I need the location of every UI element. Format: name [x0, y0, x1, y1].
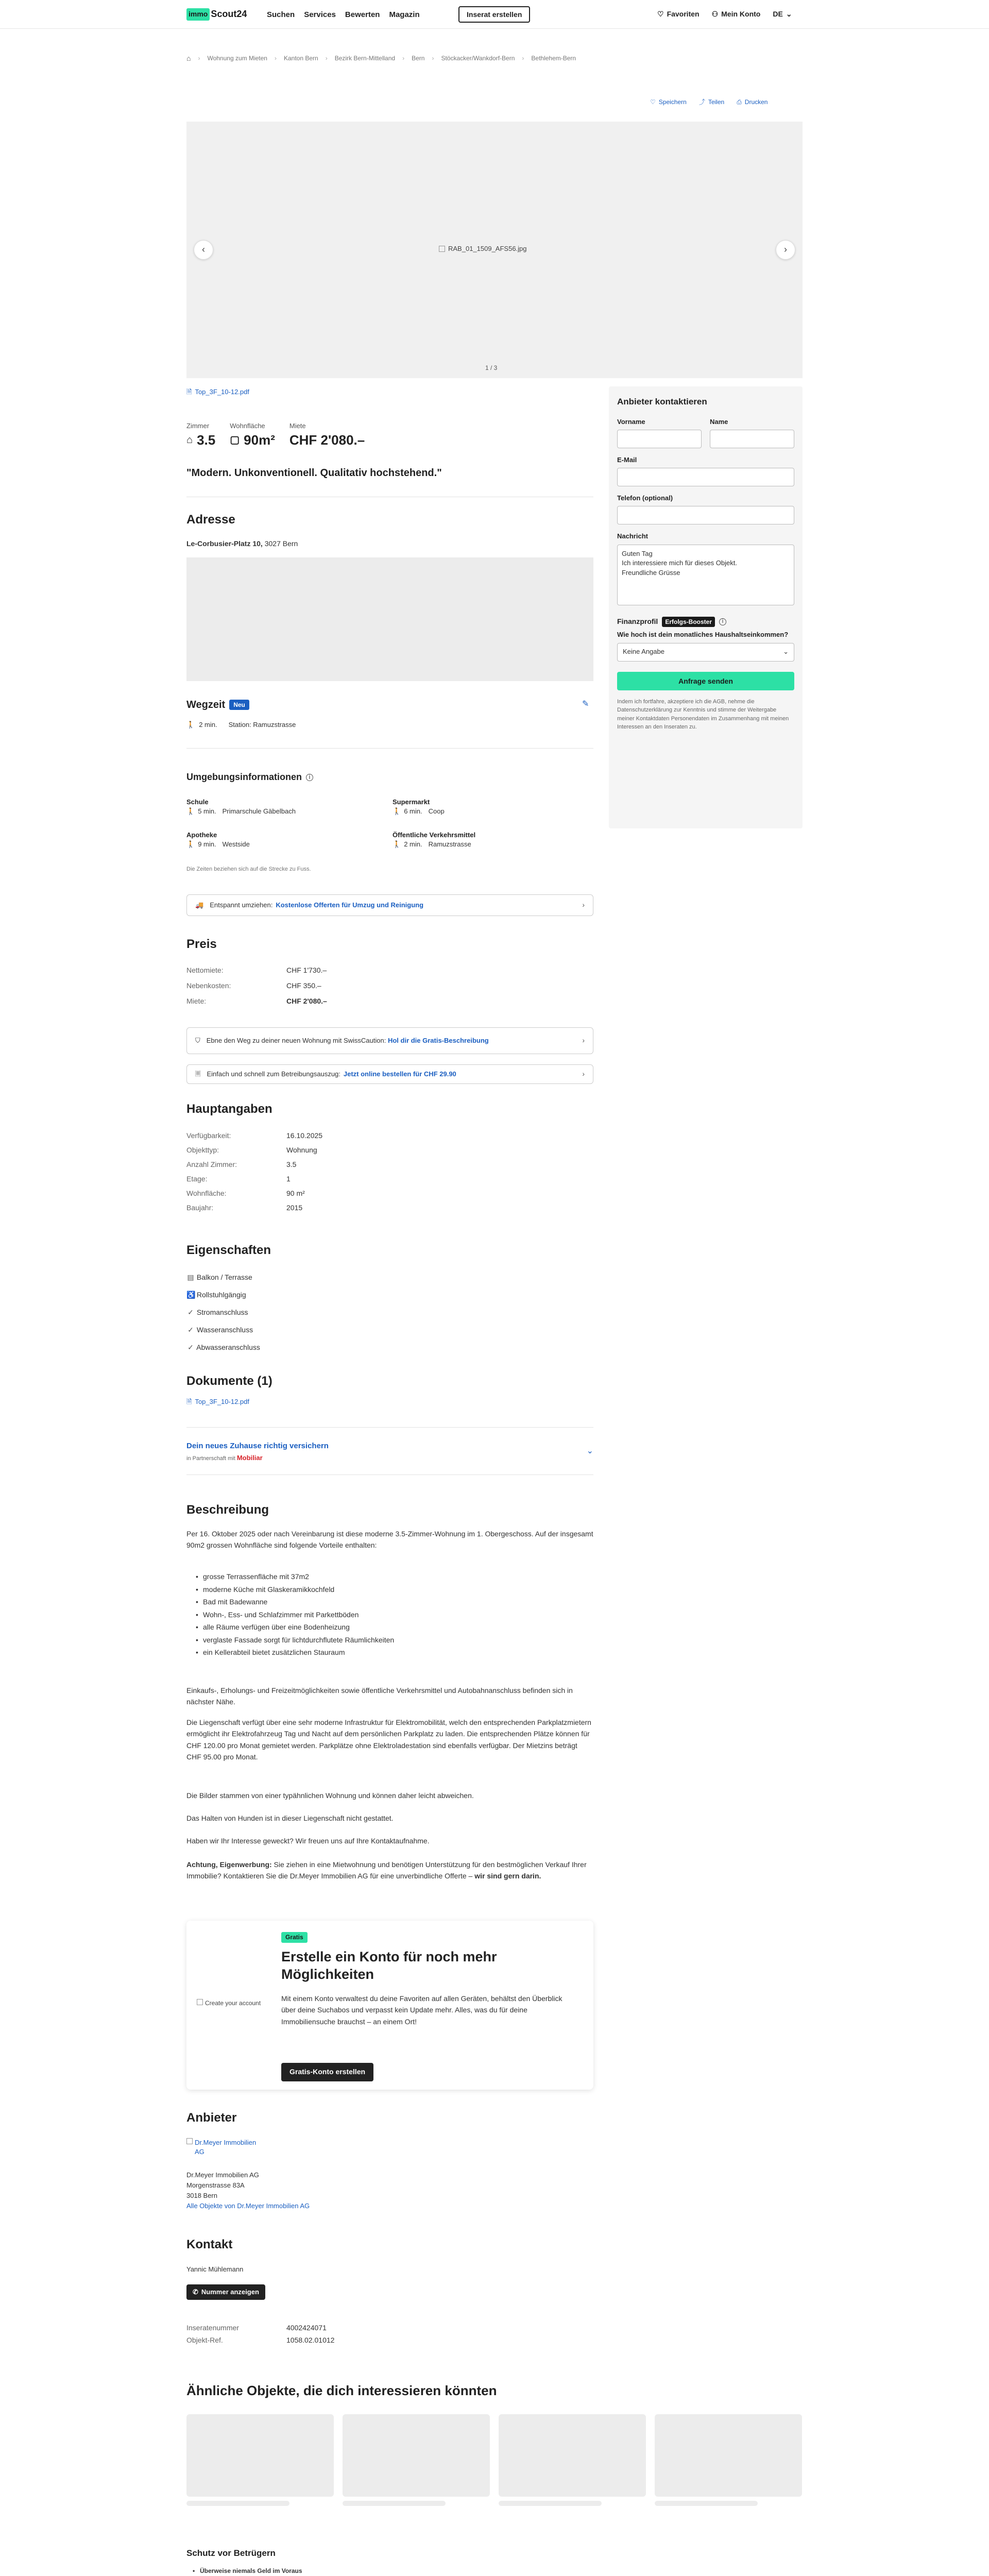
bullet-item: • verglaste Fassade sorgt für lichtdurchflutete Räumlichkeiten — [195, 1634, 586, 1647]
document-item[interactable] — [186, 1397, 249, 1406]
key-facts — [186, 421, 365, 450]
info-value: 16.10.2025 — [286, 1131, 323, 1140]
heart-icon: ♡ — [657, 10, 664, 18]
skeleton-image — [343, 2414, 490, 2497]
info-value: 3.5 — [286, 1160, 297, 1168]
surrounding-category: Schule — [186, 798, 209, 806]
feature-item — [186, 1338, 260, 1356]
nav-services[interactable]: Services — [304, 10, 336, 19]
surrounding-time: 2 min. — [404, 840, 422, 849]
first-name-label: Vorname — [617, 417, 645, 426]
info-key: Baujahr: — [186, 1204, 214, 1212]
language-selector[interactable] — [773, 9, 792, 20]
provider-logo[interactable] — [186, 2138, 264, 2157]
truck-icon: 🚚 — [195, 901, 204, 909]
document-link-label: Top_3F_10-12.pdf — [195, 388, 249, 396]
balcony-icon: ▤ — [187, 1273, 194, 1281]
document-name: Top_3F_10-12.pdf — [195, 1398, 249, 1405]
message-textarea[interactable]: Guten Tag Ich interessiere mich für dieses Objekt. Freundliche Grüsse — [617, 545, 794, 605]
description-paragraph: Haben wir Ihr Interesse geweckt? Wir freuen uns auf Ihre Kontaktaufnahme. — [186, 1837, 430, 1845]
contact-key: Objekt-Ref. — [186, 2336, 223, 2344]
promo-image — [197, 1999, 267, 2008]
finance-title: Finanzprofil — [617, 617, 658, 626]
description-paragraph: Einkaufs-, Erholungs- und Freizeitmöglichkeiten sowie öffentliche Verkehrsmittel und Autobahnanschluss befinden sich in nächster Nähe. — [186, 1686, 573, 1706]
chevron-right-icon: › — [582, 1070, 585, 1078]
gratis-badge: Gratis — [281, 1932, 308, 1943]
feature-label: Abwasseranschluss — [196, 1343, 260, 1351]
contact-row — [186, 2334, 444, 2346]
skeleton-line — [186, 2501, 289, 2506]
main-nav — [267, 9, 420, 20]
description-paragraph: Die Bilder stammen von einer typähnlichen Wohnung und können daher leicht abweichen. — [186, 1791, 474, 1800]
description-paragraph: Das Halten von Hunden ist in dieser Liegenschaft nicht gestattet. — [186, 1814, 394, 1822]
surrounding-time: 5 min. — [198, 807, 216, 816]
separator-icon: › — [522, 55, 524, 62]
contact-title: Kontakt — [186, 2238, 233, 2251]
finance-question: Wie hoch ist dein monatliches Haushaltseinkommen? — [617, 631, 789, 639]
save-label: Speichern — [658, 98, 687, 106]
similar-card-skeleton[interactable] — [655, 2414, 802, 2506]
account-label: Mein Konto — [721, 10, 761, 18]
description-title: Beschreibung — [186, 1503, 269, 1517]
breadcrumb-item[interactable]: Bern — [412, 55, 425, 62]
surrounding-name: Primarschule Gäbelbach — [222, 807, 296, 816]
nav-suchen[interactable]: Suchen — [267, 10, 295, 19]
price-key: Nettomiete: — [186, 966, 224, 974]
debt-text: Einfach und schnell zum Betreibungsauszug: — [207, 1070, 340, 1078]
phone-label: Telefon (optional) — [617, 494, 673, 502]
gallery-counter: 1 / 3 — [485, 364, 498, 371]
divider — [186, 1427, 593, 1428]
promo-title: Erstelle ein Konto für noch mehr Möglichkeiten — [281, 1949, 497, 1982]
info-key: Wohnfläche: — [186, 1189, 227, 1197]
address-street: Le-Corbusier-Platz 10, — [186, 539, 263, 548]
phone-icon: ✆ — [193, 2288, 198, 2296]
breadcrumb-item[interactable]: Bezirk Bern-Mittelland — [334, 55, 396, 62]
walk-icon: 🚶 — [393, 840, 401, 849]
surrounding-item — [186, 831, 393, 849]
surroundings-title: Umgebungsinformationen — [186, 772, 302, 782]
fact-value: 3.5 — [197, 432, 216, 448]
pdf-icon: 🗎 — [186, 388, 192, 396]
surroundings-note: Die Zeiten beziehen sich auf die Strecke zu Fuss. — [186, 866, 311, 872]
surrounding-time: 9 min. — [198, 840, 216, 849]
bullet-item: • grosse Terrassenfläche mit 37m2 — [195, 1570, 586, 1583]
house-icon: ⌂ — [186, 434, 193, 446]
feature-label: Wasseranschluss — [196, 1326, 253, 1334]
favorites-link[interactable] — [657, 9, 700, 20]
phone-input[interactable] — [617, 506, 794, 524]
insert-listing-button[interactable]: Inserat erstellen — [458, 6, 530, 23]
description-paragraph — [186, 1859, 593, 1882]
deposit-link: Hol dir die Gratis-Beschreibung — [387, 1036, 489, 1044]
chevron-right-icon: › — [582, 901, 585, 909]
info-key: Verfügbarkeit: — [186, 1131, 231, 1140]
provider-logo-alt: Dr.Meyer Immobilien AG — [195, 2139, 257, 2156]
fact-area — [230, 421, 275, 450]
info-row — [186, 1172, 593, 1186]
wheelchair-icon: ♿ — [186, 1291, 196, 1299]
surrounding-item — [393, 798, 593, 816]
fact-value: CHF 2'080.– — [289, 432, 365, 448]
price-key: Nebenkosten: — [186, 981, 231, 990]
feature-label: Rollstuhlgängig — [196, 1291, 246, 1299]
legal-text: Indem ich fortfahre, akzeptiere ich die AGB, nehme die Datenschutzerklärung zur Kenntnis und stimme der Weitergabe meiner Kontaktdaten Personendaten im Zusammenhang mit meinen Interessen an den Inseraten zu. — [617, 698, 789, 731]
provider-title: Anbieter — [186, 2111, 237, 2125]
info-value: 1 — [286, 1175, 291, 1183]
description-paragraph: Die Liegenschaft verfügt über eine sehr moderne Infrastruktur für Elektromobilität, welch den entsprechenden Parkplatzmietern ermöglicht ihr Elektrofahrzeug Tag und Nacht auf dem persönlichen Parkplatz zu laden. Die entsprechenden Plätze können für CHF 120.00 pro Monat gemietet werden. Parkplätze ohne Elektroladestation sind ebenfalls verfügbar. Der Mietzins beträgt CHF 95.00 pro Monat. — [186, 1718, 591, 1761]
home-icon[interactable]: ⌂ — [186, 54, 191, 62]
similar-card-skeleton[interactable] — [343, 2414, 490, 2506]
fact-label: Zimmer — [186, 422, 210, 430]
skeleton-line — [499, 2501, 602, 2506]
fact-rooms — [186, 421, 215, 450]
breadcrumb-item[interactable]: Kanton Bern — [283, 55, 318, 62]
walk-icon: 🚶 — [393, 807, 401, 816]
deposit-banner[interactable] — [186, 1027, 593, 1054]
price-row — [186, 978, 593, 993]
bullet-item: • Bad mit Badewanne — [195, 1596, 586, 1608]
similar-listings — [186, 2414, 803, 2507]
document-link[interactable] — [186, 387, 249, 397]
listing-actions — [650, 98, 768, 107]
price-row — [186, 962, 593, 978]
account-link[interactable] — [712, 9, 761, 20]
email-label: E-Mail — [617, 455, 637, 464]
separator-icon: › — [402, 55, 405, 62]
divider — [186, 748, 593, 749]
chevron-down-icon: ⌄ — [586, 1447, 593, 1455]
description-intro: Per 16. Oktober 2025 oder nach Vereinbarung ist diese moderne 3.5-Zimmer-Wohnung im 1. Obergeschoss. Auf der insgesamt 90m2 grossen Wohnfläche sind folgende Vorteile enthalten: — [186, 1530, 593, 1550]
price-value: CHF 2'080.– — [286, 997, 327, 1005]
contact-table — [186, 2321, 444, 2346]
skeleton-image — [655, 2414, 802, 2497]
contact-person: Yannic Mühlemann — [186, 2265, 244, 2273]
info-key: Anzahl Zimmer: — [186, 1160, 237, 1168]
description-bullets — [195, 1570, 586, 1659]
surrounding-name: Ramuzstrasse — [428, 840, 471, 849]
save-button[interactable] — [650, 98, 687, 107]
fraud-list — [192, 2566, 583, 2576]
feature-item — [186, 1286, 260, 1303]
info-value: 2015 — [286, 1204, 303, 1212]
pdf-icon: 🗎 — [186, 1398, 192, 1405]
features-list — [186, 1268, 260, 1356]
breadcrumb — [186, 54, 576, 64]
share-label: Teilen — [708, 98, 725, 106]
share-icon: ⤴ — [698, 98, 705, 106]
feature-item — [186, 1321, 260, 1338]
walk-icon: 🚶 — [186, 721, 195, 728]
insurance-accordion[interactable] — [186, 1440, 593, 1469]
email-input[interactable] — [617, 468, 794, 486]
favorites-label: Favoriten — [667, 10, 700, 18]
skeleton-image — [499, 2414, 646, 2497]
route-info — [186, 720, 296, 730]
price-table — [186, 962, 593, 1009]
document-icon: 🗏 — [195, 1070, 201, 1078]
provider-name: Dr.Meyer Immobilien AG — [186, 2171, 259, 2179]
bullet-item: • moderne Küche mit Glaskeramikkochfeld — [195, 1583, 586, 1596]
form-title: Anbieter kontaktieren — [617, 397, 707, 406]
first-name-input[interactable] — [617, 430, 702, 448]
provider-street: Morgenstrasse 83A — [186, 2181, 245, 2189]
show-number-button[interactable] — [186, 2284, 265, 2300]
route-station: Station: Ramuzstrasse — [228, 721, 296, 728]
bullet-item: • ein Kellerabteil bietet zusätzlichen Stauraum — [195, 1646, 586, 1659]
provider-all-link[interactable]: Alle Objekte von Dr.Meyer Immobilien AG — [186, 2202, 310, 2210]
feature-label: Stromanschluss — [196, 1308, 248, 1316]
logo-text: Scout24 — [211, 9, 247, 20]
image-alt-text: RAB_01_1509_AFS56.jpg — [448, 245, 527, 252]
insurance-sub: in Partnerschaft mit — [186, 1455, 235, 1462]
share-button[interactable] — [699, 98, 724, 107]
fraud-item: • Überweise niemals Geld im Voraus — [192, 2566, 583, 2576]
surroundings-header — [186, 771, 313, 784]
listing-headline: "Modern. Unkonventionell. Qualitativ hochstehend." — [186, 467, 442, 479]
main-info-title: Hauptangaben — [186, 1102, 272, 1116]
logo-box: immo — [186, 8, 210, 21]
banner-text: Entspannt umziehen: — [210, 901, 273, 909]
ad-text: Sie ziehen in eine Mietwohnung und benötigen Unterstützung für den bestmöglichen Verkauf Ihrer Immobilie? Kontaktieren Sie die Dr.Meyer Immobilien AG für eine unverbindliche Offerte – — [186, 1860, 587, 1880]
new-badge: Neu — [229, 700, 249, 710]
price-value: CHF 350.– — [286, 981, 321, 990]
booster-badge: Erfolgs-Booster — [662, 617, 715, 628]
breadcrumb-item[interactable]: Bethlehem-Bern — [531, 55, 576, 62]
separator-icon: › — [432, 55, 434, 62]
chevron-down-icon: ⌄ — [783, 648, 789, 656]
info-row — [186, 1143, 593, 1157]
provider-address — [186, 2170, 310, 2211]
features-title: Eigenschaften — [186, 1243, 271, 1257]
bullet-item: • Wohn-, Ess- und Schlafzimmer mit Parkettböden — [195, 1608, 586, 1621]
contact-value: 1058.02.01012 — [286, 2336, 335, 2344]
edit-icon[interactable]: ✎ — [582, 700, 589, 708]
promo-img-alt: Create your account — [205, 1999, 261, 2007]
breadcrumb-item[interactable]: Stöckacker/Wankdorf-Bern — [441, 55, 515, 62]
moving-banner[interactable] — [186, 894, 593, 916]
print-label: Drucken — [744, 98, 768, 106]
logo[interactable] — [186, 8, 247, 21]
nav-bewerten[interactable]: Bewerten — [345, 10, 380, 19]
address-line — [186, 539, 298, 549]
contact-value: 4002424071 — [286, 2324, 327, 2332]
feature-item — [186, 1268, 260, 1286]
broken-image-icon — [439, 246, 445, 252]
area-icon: ▢ — [230, 434, 240, 446]
check-icon: ✓ — [187, 1343, 194, 1351]
top-header — [0, 0, 989, 29]
surrounding-name: Coop — [428, 807, 445, 816]
info-icon[interactable]: i — [306, 774, 313, 781]
check-icon: ✓ — [187, 1308, 194, 1316]
provider-city: 3018 Bern — [186, 2192, 217, 2199]
fact-label: Miete — [289, 422, 306, 430]
last-name-input[interactable] — [710, 430, 794, 448]
mobiliar-logo: Mobiliar — [236, 1454, 263, 1462]
surrounding-item — [186, 798, 393, 816]
banner-link: Kostenlose Offerten für Umzug und Reinigung — [276, 901, 424, 909]
info-key: Objekttyp: — [186, 1146, 219, 1154]
create-account-button[interactable]: Gratis-Konto erstellen — [281, 2063, 373, 2081]
prev-arrow-icon[interactable]: ‹ — [194, 240, 213, 260]
address-city: 3027 Bern — [264, 539, 298, 548]
bullet-item: • alle Räume verfügen über eine Bodenheizung — [195, 1621, 586, 1634]
info-key: Etage: — [186, 1175, 208, 1183]
chevron-down-icon: ⌄ — [786, 10, 792, 18]
route-time: 2 min. — [199, 721, 217, 728]
heart-icon: ♡ — [650, 98, 656, 106]
similar-title: Ähnliche Objekte, die dich interessieren könnten — [186, 2383, 497, 2398]
ad-end: wir sind gern darin. — [472, 1872, 541, 1880]
promo-text: Mit einem Konto verwaltest du deine Favoriten auf allen Geräten, behältst den Überblick über deine Suchabos und verpasst kein Update mehr. Alles, was du für deine Immobiliensuche brauchst – an einem Ort! — [281, 1994, 562, 2026]
documents-title: Dokumente (1) — [186, 1374, 272, 1388]
info-row — [186, 1186, 593, 1200]
info-row — [186, 1128, 593, 1143]
deposit-text: Ebne den Weg zu deiner neuen Wohnung mit SwissCaution: — [206, 1036, 386, 1044]
income-select[interactable] — [617, 643, 794, 662]
contact-form — [609, 386, 803, 828]
address-title: Adresse — [186, 513, 235, 527]
map[interactable] — [186, 557, 593, 681]
feature-label: Balkon / Terrasse — [196, 1273, 252, 1281]
info-row — [186, 1157, 593, 1172]
info-icon[interactable]: i — [719, 618, 726, 625]
main-info-table — [186, 1128, 593, 1215]
broken-image-icon — [186, 2138, 193, 2144]
user-icon: ⚇ — [711, 10, 719, 18]
header-right — [657, 9, 792, 20]
info-value: 90 m² — [286, 1189, 305, 1197]
language-label: DE — [773, 10, 783, 18]
income-select-value: Keine Angabe — [623, 648, 664, 656]
price-title: Preis — [186, 937, 217, 951]
route-title: Wegzeit — [186, 699, 226, 710]
surrounding-item — [393, 831, 593, 849]
show-number-label: Nummer anzeigen — [201, 2288, 259, 2296]
message-label: Nachricht — [617, 532, 648, 540]
info-value: Wohnung — [286, 1146, 317, 1154]
deposit-text-wrap — [207, 1036, 489, 1045]
chevron-right-icon: › — [582, 1036, 585, 1045]
contact-row — [186, 2321, 444, 2334]
similar-card-skeleton[interactable] — [499, 2414, 646, 2506]
contact-key: Inseratenummer — [186, 2324, 239, 2332]
send-request-button[interactable]: Anfrage senden — [617, 672, 794, 690]
skeleton-line — [655, 2501, 758, 2506]
surrounding-category: Supermarkt — [393, 798, 430, 806]
next-arrow-icon[interactable]: › — [776, 240, 795, 260]
price-key: Miete: — [186, 997, 207, 1005]
surrounding-category: Apotheke — [186, 831, 217, 839]
nav-magazin[interactable]: Magazin — [389, 10, 420, 19]
fact-value: 90m² — [244, 432, 275, 448]
ad-bold: Achtung, Eigenwerbung: — [186, 1860, 272, 1869]
walk-icon: 🚶 — [186, 807, 195, 816]
info-row — [186, 1200, 593, 1215]
insurance-title: Dein neues Zuhause richtig versichern — [186, 1442, 329, 1450]
gallery-image — [439, 244, 527, 253]
route-section — [186, 698, 249, 712]
surrounding-time: 6 min. — [404, 807, 422, 816]
separator-icon: › — [274, 55, 277, 62]
print-button[interactable] — [737, 98, 768, 107]
separator-icon: › — [198, 55, 200, 62]
debt-banner[interactable] — [186, 1064, 593, 1084]
skeleton-image — [186, 2414, 334, 2497]
surrounding-name: Westside — [222, 840, 250, 849]
image-gallery[interactable] — [186, 122, 803, 378]
check-icon: ✓ — [187, 1326, 194, 1334]
breadcrumb-item[interactable]: Wohnung zum Mieten — [207, 55, 267, 62]
surrounding-category: Öffentliche Verkehrsmittel — [393, 831, 476, 839]
separator-icon: › — [325, 55, 328, 62]
skeleton-line — [343, 2501, 446, 2506]
fact-label: Wohnfläche — [230, 422, 265, 430]
shield-icon: ⛉ — [195, 1036, 200, 1044]
last-name-label: Name — [710, 417, 728, 426]
feature-item — [186, 1303, 260, 1321]
walk-icon: 🚶 — [186, 840, 195, 849]
similar-card-skeleton[interactable] — [186, 2414, 334, 2506]
account-promo-card — [186, 1921, 593, 2090]
price-value: CHF 1'730.– — [286, 966, 327, 974]
broken-image-icon — [197, 1999, 203, 2005]
fraud-title: Schutz vor Betrügern — [186, 2548, 276, 2558]
print-icon: ⎙ — [737, 98, 742, 106]
price-row — [186, 993, 593, 1009]
fact-rent — [289, 421, 365, 450]
debt-link: Jetzt online bestellen für CHF 29.90 — [343, 1070, 456, 1078]
